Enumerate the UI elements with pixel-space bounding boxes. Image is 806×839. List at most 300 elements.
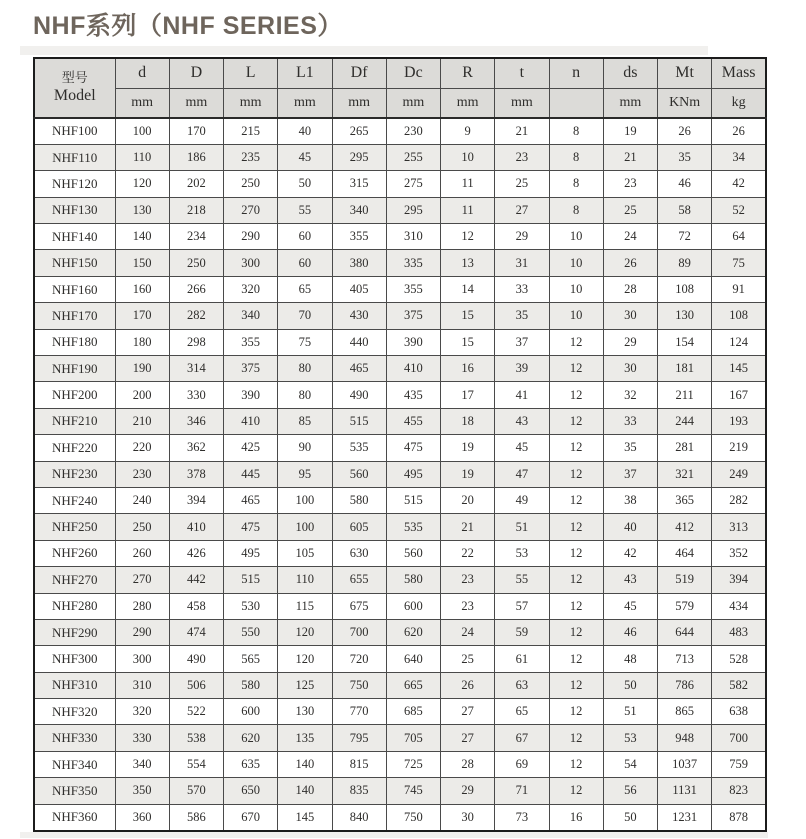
table-row [34, 408, 766, 434]
value-cell-n: 12 [549, 751, 603, 777]
model-cell: NHF280 [34, 593, 115, 619]
table-row [34, 725, 766, 751]
value-cell-d: 506 [169, 672, 223, 698]
value-cell-t: 59 [495, 619, 549, 645]
value-cell-mt: 244 [658, 408, 712, 434]
table-row [34, 751, 766, 777]
value-cell-l: 600 [224, 699, 278, 725]
value-cell-dc: 390 [386, 329, 440, 355]
value-cell-mass: 124 [712, 329, 766, 355]
value-cell-d: 554 [169, 751, 223, 777]
value-cell-n: 12 [549, 725, 603, 751]
value-cell-df: 430 [332, 303, 386, 329]
model-cell: NHF170 [34, 303, 115, 329]
model-cell: NHF130 [34, 197, 115, 223]
value-cell-d: 522 [169, 699, 223, 725]
column-header-n: n [549, 58, 603, 88]
value-cell-mt: 108 [658, 276, 712, 302]
value-cell-mt: 579 [658, 593, 712, 619]
value-cell-d: 350 [115, 778, 169, 804]
value-cell-d: 586 [169, 804, 223, 830]
value-cell-d: 298 [169, 329, 223, 355]
model-cell: NHF180 [34, 329, 115, 355]
value-cell-r: 27 [441, 699, 495, 725]
value-cell-d: 290 [115, 619, 169, 645]
value-cell-d: 250 [115, 514, 169, 540]
value-cell-df: 655 [332, 567, 386, 593]
table-row [34, 250, 766, 276]
value-cell-l: 515 [224, 567, 278, 593]
column-header-ds: ds [603, 58, 657, 88]
value-cell-d: 230 [115, 461, 169, 487]
value-cell-dc: 495 [386, 461, 440, 487]
model-cell: NHF200 [34, 382, 115, 408]
value-cell-mt: 948 [658, 725, 712, 751]
column-header-model [34, 58, 115, 118]
value-cell-l: 340 [224, 303, 278, 329]
value-cell-n: 8 [549, 118, 603, 144]
value-cell-mass: 313 [712, 514, 766, 540]
value-cell-n: 12 [549, 619, 603, 645]
value-cell-n: 12 [549, 461, 603, 487]
value-cell-mt: 89 [658, 250, 712, 276]
value-cell-dc: 355 [386, 276, 440, 302]
value-cell-mass: 249 [712, 461, 766, 487]
value-cell-dc: 310 [386, 224, 440, 250]
table-row [34, 224, 766, 250]
value-cell-mass: 434 [712, 593, 766, 619]
value-cell-d: 330 [115, 725, 169, 751]
scan-artifact-band-top [20, 46, 708, 55]
value-cell-d: 330 [169, 382, 223, 408]
model-cell: NHF120 [34, 171, 115, 197]
value-cell-dc: 600 [386, 593, 440, 619]
value-cell-l: 635 [224, 751, 278, 777]
value-cell-df: 340 [332, 197, 386, 223]
value-cell-d: 170 [169, 118, 223, 144]
value-cell-n: 10 [549, 224, 603, 250]
value-cell-dc: 750 [386, 804, 440, 830]
value-cell-ds: 43 [603, 567, 657, 593]
value-cell-mt: 1131 [658, 778, 712, 804]
value-cell-mt: 35 [658, 144, 712, 170]
value-cell-l1: 145 [278, 804, 332, 830]
value-cell-ds: 48 [603, 646, 657, 672]
value-cell-n: 12 [549, 593, 603, 619]
column-header-mass: Mass [712, 58, 766, 88]
value-cell-ds: 40 [603, 514, 657, 540]
value-cell-t: 69 [495, 751, 549, 777]
value-cell-r: 23 [441, 593, 495, 619]
column-header-r: R [441, 58, 495, 88]
model-cell: NHF230 [34, 461, 115, 487]
value-cell-r: 17 [441, 382, 495, 408]
value-cell-ds: 38 [603, 487, 657, 513]
value-cell-d: 190 [115, 356, 169, 382]
value-cell-d: 340 [115, 751, 169, 777]
value-cell-d: 220 [115, 435, 169, 461]
value-cell-df: 675 [332, 593, 386, 619]
value-cell-r: 21 [441, 514, 495, 540]
value-cell-n: 12 [549, 699, 603, 725]
value-cell-l1: 110 [278, 567, 332, 593]
value-cell-t: 71 [495, 778, 549, 804]
value-cell-r: 25 [441, 646, 495, 672]
value-cell-t: 51 [495, 514, 549, 540]
table-row [34, 276, 766, 302]
value-cell-dc: 620 [386, 619, 440, 645]
value-cell-r: 20 [441, 487, 495, 513]
value-cell-r: 26 [441, 672, 495, 698]
value-cell-l: 375 [224, 356, 278, 382]
value-cell-ds: 50 [603, 804, 657, 830]
table-row [34, 461, 766, 487]
value-cell-t: 43 [495, 408, 549, 434]
value-cell-t: 41 [495, 382, 549, 408]
value-cell-d: 234 [169, 224, 223, 250]
value-cell-mt: 644 [658, 619, 712, 645]
value-cell-n: 12 [549, 540, 603, 566]
column-header-mt: Mt [658, 58, 712, 88]
model-cell: NHF350 [34, 778, 115, 804]
model-cell: NHF360 [34, 804, 115, 830]
value-cell-r: 12 [441, 224, 495, 250]
value-cell-dc: 335 [386, 250, 440, 276]
value-cell-mt: 865 [658, 699, 712, 725]
value-cell-df: 560 [332, 461, 386, 487]
value-cell-mass: 700 [712, 725, 766, 751]
value-cell-l1: 130 [278, 699, 332, 725]
value-cell-l: 465 [224, 487, 278, 513]
value-cell-l: 390 [224, 382, 278, 408]
model-cell: NHF100 [34, 118, 115, 144]
column-unit-l1: mm [278, 88, 332, 118]
value-cell-mt: 464 [658, 540, 712, 566]
value-cell-l1: 90 [278, 435, 332, 461]
value-cell-r: 10 [441, 144, 495, 170]
value-cell-dc: 580 [386, 567, 440, 593]
value-cell-l1: 140 [278, 778, 332, 804]
value-cell-mass: 528 [712, 646, 766, 672]
value-cell-mass: 759 [712, 751, 766, 777]
value-cell-d: 378 [169, 461, 223, 487]
table-row [34, 619, 766, 645]
value-cell-mt: 211 [658, 382, 712, 408]
column-unit-r: mm [441, 88, 495, 118]
value-cell-mt: 365 [658, 487, 712, 513]
value-cell-df: 405 [332, 276, 386, 302]
model-cell: NHF300 [34, 646, 115, 672]
value-cell-ds: 56 [603, 778, 657, 804]
model-cell: NHF140 [34, 224, 115, 250]
value-cell-r: 19 [441, 435, 495, 461]
value-cell-d: 538 [169, 725, 223, 751]
column-header-l: L [224, 58, 278, 88]
model-cell: NHF250 [34, 514, 115, 540]
value-cell-d: 210 [115, 408, 169, 434]
value-cell-mass: 145 [712, 356, 766, 382]
value-cell-r: 30 [441, 804, 495, 830]
value-cell-mt: 1037 [658, 751, 712, 777]
value-cell-t: 47 [495, 461, 549, 487]
value-cell-r: 11 [441, 197, 495, 223]
value-cell-df: 380 [332, 250, 386, 276]
value-cell-ds: 23 [603, 171, 657, 197]
value-cell-dc: 410 [386, 356, 440, 382]
value-cell-ds: 54 [603, 751, 657, 777]
value-cell-l1: 125 [278, 672, 332, 698]
value-cell-l: 495 [224, 540, 278, 566]
value-cell-dc: 275 [386, 171, 440, 197]
value-cell-df: 490 [332, 382, 386, 408]
value-cell-df: 535 [332, 435, 386, 461]
value-cell-l: 670 [224, 804, 278, 830]
value-cell-n: 16 [549, 804, 603, 830]
table-row [34, 356, 766, 382]
value-cell-mt: 281 [658, 435, 712, 461]
value-cell-mass: 582 [712, 672, 766, 698]
value-cell-r: 14 [441, 276, 495, 302]
value-cell-dc: 640 [386, 646, 440, 672]
model-cell: NHF310 [34, 672, 115, 698]
table-row [34, 435, 766, 461]
value-cell-d: 250 [169, 250, 223, 276]
value-cell-d: 186 [169, 144, 223, 170]
value-cell-t: 55 [495, 567, 549, 593]
value-cell-mass: 823 [712, 778, 766, 804]
value-cell-ds: 35 [603, 435, 657, 461]
value-cell-n: 12 [549, 329, 603, 355]
value-cell-d: 270 [115, 567, 169, 593]
model-cell: NHF330 [34, 725, 115, 751]
value-cell-mt: 130 [658, 303, 712, 329]
value-cell-l: 580 [224, 672, 278, 698]
value-cell-n: 8 [549, 171, 603, 197]
value-cell-n: 8 [549, 144, 603, 170]
column-header-d: D [169, 58, 223, 88]
column-unit-d: mm [115, 88, 169, 118]
value-cell-d: 490 [169, 646, 223, 672]
value-cell-l1: 115 [278, 593, 332, 619]
value-cell-mt: 1231 [658, 804, 712, 830]
model-cell: NHF210 [34, 408, 115, 434]
value-cell-mass: 64 [712, 224, 766, 250]
value-cell-mass: 91 [712, 276, 766, 302]
value-cell-mass: 34 [712, 144, 766, 170]
value-cell-n: 12 [549, 435, 603, 461]
value-cell-ds: 32 [603, 382, 657, 408]
value-cell-d: 280 [115, 593, 169, 619]
value-cell-l: 445 [224, 461, 278, 487]
value-cell-d: 426 [169, 540, 223, 566]
value-cell-d: 150 [115, 250, 169, 276]
value-cell-d: 394 [169, 487, 223, 513]
value-cell-d: 570 [169, 778, 223, 804]
value-cell-t: 67 [495, 725, 549, 751]
value-cell-d: 458 [169, 593, 223, 619]
table-row [34, 303, 766, 329]
value-cell-d: 100 [115, 118, 169, 144]
value-cell-d: 442 [169, 567, 223, 593]
table-row [34, 646, 766, 672]
model-cell: NHF220 [34, 435, 115, 461]
value-cell-r: 24 [441, 619, 495, 645]
value-cell-mass: 282 [712, 487, 766, 513]
value-cell-t: 53 [495, 540, 549, 566]
value-cell-n: 12 [549, 382, 603, 408]
value-cell-n: 10 [549, 303, 603, 329]
value-cell-d: 180 [115, 329, 169, 355]
value-cell-l1: 45 [278, 144, 332, 170]
value-cell-l1: 65 [278, 276, 332, 302]
value-cell-l: 410 [224, 408, 278, 434]
table-row [34, 382, 766, 408]
value-cell-d: 140 [115, 224, 169, 250]
value-cell-t: 65 [495, 699, 549, 725]
value-cell-ds: 50 [603, 672, 657, 698]
value-cell-t: 57 [495, 593, 549, 619]
value-cell-mass: 75 [712, 250, 766, 276]
column-unit-mass: kg [712, 88, 766, 118]
value-cell-mt: 786 [658, 672, 712, 698]
value-cell-l: 530 [224, 593, 278, 619]
value-cell-ds: 51 [603, 699, 657, 725]
value-cell-mass: 352 [712, 540, 766, 566]
value-cell-ds: 42 [603, 540, 657, 566]
column-header-l1: L1 [278, 58, 332, 88]
value-cell-mt: 26 [658, 118, 712, 144]
column-unit-n [549, 88, 603, 118]
value-cell-l: 550 [224, 619, 278, 645]
value-cell-df: 840 [332, 804, 386, 830]
value-cell-d: 130 [115, 197, 169, 223]
value-cell-t: 21 [495, 118, 549, 144]
value-cell-l1: 120 [278, 619, 332, 645]
value-cell-df: 700 [332, 619, 386, 645]
value-cell-mt: 46 [658, 171, 712, 197]
value-cell-l1: 60 [278, 250, 332, 276]
value-cell-l: 475 [224, 514, 278, 540]
model-cell: NHF290 [34, 619, 115, 645]
value-cell-dc: 435 [386, 382, 440, 408]
model-cell: NHF150 [34, 250, 115, 276]
value-cell-d: 346 [169, 408, 223, 434]
scan-artifact-band-bottom [20, 832, 768, 838]
value-cell-l1: 105 [278, 540, 332, 566]
value-cell-r: 16 [441, 356, 495, 382]
value-cell-d: 410 [169, 514, 223, 540]
value-cell-d: 320 [115, 699, 169, 725]
value-cell-ds: 28 [603, 276, 657, 302]
page-title: NHF系列（NHF SERIES） [33, 12, 343, 40]
table-row [34, 171, 766, 197]
value-cell-d: 266 [169, 276, 223, 302]
model-cell: NHF110 [34, 144, 115, 170]
value-cell-l1: 75 [278, 329, 332, 355]
column-unit-d: mm [169, 88, 223, 118]
table-row [34, 144, 766, 170]
value-cell-l1: 120 [278, 646, 332, 672]
value-cell-r: 28 [441, 751, 495, 777]
value-cell-r: 15 [441, 329, 495, 355]
value-cell-l1: 40 [278, 118, 332, 144]
value-cell-d: 218 [169, 197, 223, 223]
value-cell-r: 15 [441, 303, 495, 329]
table-row [34, 514, 766, 540]
value-cell-r: 13 [441, 250, 495, 276]
value-cell-l: 320 [224, 276, 278, 302]
table-row [34, 118, 766, 144]
value-cell-t: 29 [495, 224, 549, 250]
table-row [34, 329, 766, 355]
value-cell-n: 12 [549, 646, 603, 672]
column-unit-dc: mm [386, 88, 440, 118]
value-cell-df: 815 [332, 751, 386, 777]
value-cell-d: 362 [169, 435, 223, 461]
value-cell-d: 110 [115, 144, 169, 170]
model-cell: NHF190 [34, 356, 115, 382]
value-cell-mass: 394 [712, 567, 766, 593]
value-cell-df: 580 [332, 487, 386, 513]
value-cell-mt: 412 [658, 514, 712, 540]
value-cell-ds: 46 [603, 619, 657, 645]
value-cell-mass: 878 [712, 804, 766, 830]
value-cell-l: 250 [224, 171, 278, 197]
column-header-dc: Dc [386, 58, 440, 88]
value-cell-l1: 100 [278, 487, 332, 513]
value-cell-ds: 24 [603, 224, 657, 250]
table-row [34, 197, 766, 223]
value-cell-dc: 255 [386, 144, 440, 170]
model-cell: NHF320 [34, 699, 115, 725]
table-row [34, 672, 766, 698]
value-cell-l1: 100 [278, 514, 332, 540]
value-cell-df: 315 [332, 171, 386, 197]
value-cell-df: 630 [332, 540, 386, 566]
value-cell-ds: 21 [603, 144, 657, 170]
value-cell-ds: 45 [603, 593, 657, 619]
value-cell-r: 9 [441, 118, 495, 144]
table-row [34, 593, 766, 619]
value-cell-d: 200 [115, 382, 169, 408]
value-cell-mt: 713 [658, 646, 712, 672]
value-cell-d: 160 [115, 276, 169, 302]
model-cell: NHF340 [34, 751, 115, 777]
value-cell-df: 835 [332, 778, 386, 804]
model-cell: NHF160 [34, 276, 115, 302]
value-cell-t: 33 [495, 276, 549, 302]
value-cell-d: 202 [169, 171, 223, 197]
value-cell-dc: 475 [386, 435, 440, 461]
value-cell-mt: 321 [658, 461, 712, 487]
value-cell-t: 35 [495, 303, 549, 329]
value-cell-n: 10 [549, 276, 603, 302]
value-cell-df: 465 [332, 356, 386, 382]
value-cell-l1: 60 [278, 224, 332, 250]
value-cell-d: 240 [115, 487, 169, 513]
model-header-zh: 型号 [61, 69, 88, 85]
value-cell-dc: 230 [386, 118, 440, 144]
value-cell-mass: 638 [712, 699, 766, 725]
column-header-t: t [495, 58, 549, 88]
value-cell-df: 770 [332, 699, 386, 725]
value-cell-ds: 53 [603, 725, 657, 751]
value-cell-dc: 745 [386, 778, 440, 804]
value-cell-n: 12 [549, 778, 603, 804]
value-cell-mt: 181 [658, 356, 712, 382]
model-cell: NHF240 [34, 487, 115, 513]
value-cell-l1: 135 [278, 725, 332, 751]
